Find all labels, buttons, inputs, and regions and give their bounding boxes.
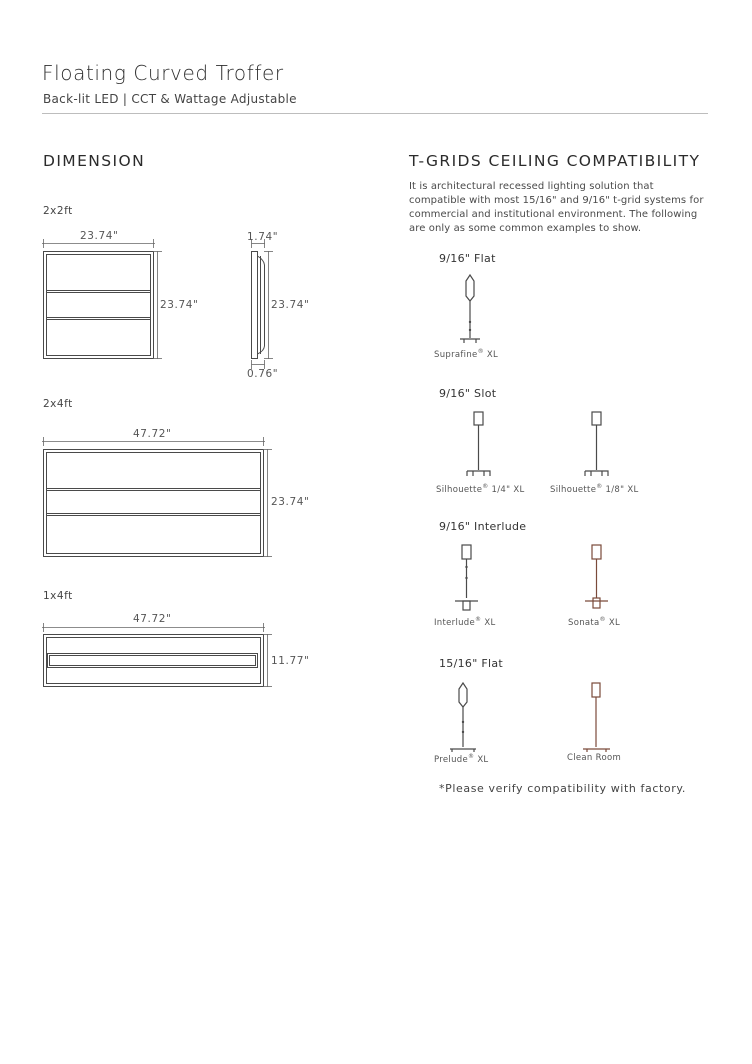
compatibility-heading: T-GRIDS CEILING COMPATIBILITY	[409, 152, 701, 170]
troffer-1x4-drawing	[44, 635, 264, 687]
troffer-2x4-drawing	[44, 450, 264, 557]
compatibility-note: *Please verify compatibility with factory.	[439, 782, 686, 795]
dim-1x4-height: 11.77"	[271, 655, 310, 667]
grid-group-title: 9/16" Flat	[439, 252, 496, 265]
grid-group-title: 15/16" Flat	[439, 657, 503, 670]
suprafine-profile	[460, 275, 480, 343]
profile-caption: Silhouette® 1/4" XL	[436, 483, 525, 495]
dimension-heading: DIMENSION	[43, 152, 146, 170]
troffer-2x2-side-drawing	[252, 252, 265, 359]
grid-group-title: 9/16" Interlude	[439, 520, 527, 533]
dim-2x2-height: 23.74"	[160, 299, 199, 311]
dim-1x4-width: 47.72"	[133, 613, 172, 625]
sonata-profile	[585, 545, 608, 608]
compatibility-description: It is architectural recessed lighting solution that compatible with most 15/16" and 9/16" t-grid systems for commercial and institutional environment. The following are only as some common examples to show.	[409, 181, 704, 234]
dim-2x2-width: 23.74"	[80, 230, 119, 242]
profile-caption: Prelude® XL	[434, 753, 489, 765]
profile-caption: Suprafine® XL	[434, 348, 499, 360]
dim-2x2-side-depth: 1.74"	[247, 231, 279, 243]
silhouette-quarter-profile	[467, 412, 490, 476]
dim-2x4-width: 47.72"	[133, 428, 172, 440]
dim-2x2-side-height: 23.74"	[271, 299, 310, 311]
troffer-2x2-front-drawing	[44, 252, 154, 359]
profile-caption: Silhouette® 1/8" XL	[550, 483, 639, 495]
dim-2x2-side-bottom: 0.76"	[247, 368, 279, 380]
size-label-1x4: 1x4ft	[43, 590, 73, 602]
page-subtitle: Back-lit LED | CCT & Wattage Adjustable	[43, 92, 297, 106]
size-label-2x4: 2x4ft	[43, 398, 73, 410]
clean-room-profile	[583, 683, 610, 752]
profile-caption: Clean Room	[567, 753, 622, 763]
grid-group-title: 9/16" Slot	[439, 387, 497, 400]
profile-caption: Interlude® XL	[434, 616, 496, 628]
size-label-2x2: 2x2ft	[43, 205, 73, 217]
silhouette-eighth-profile	[585, 412, 608, 476]
dim-2x4-height: 23.74"	[271, 496, 310, 508]
page-title: Floating Curved Troffer	[42, 61, 284, 85]
profile-caption: Sonata® XL	[568, 616, 621, 628]
prelude-profile	[450, 683, 476, 752]
